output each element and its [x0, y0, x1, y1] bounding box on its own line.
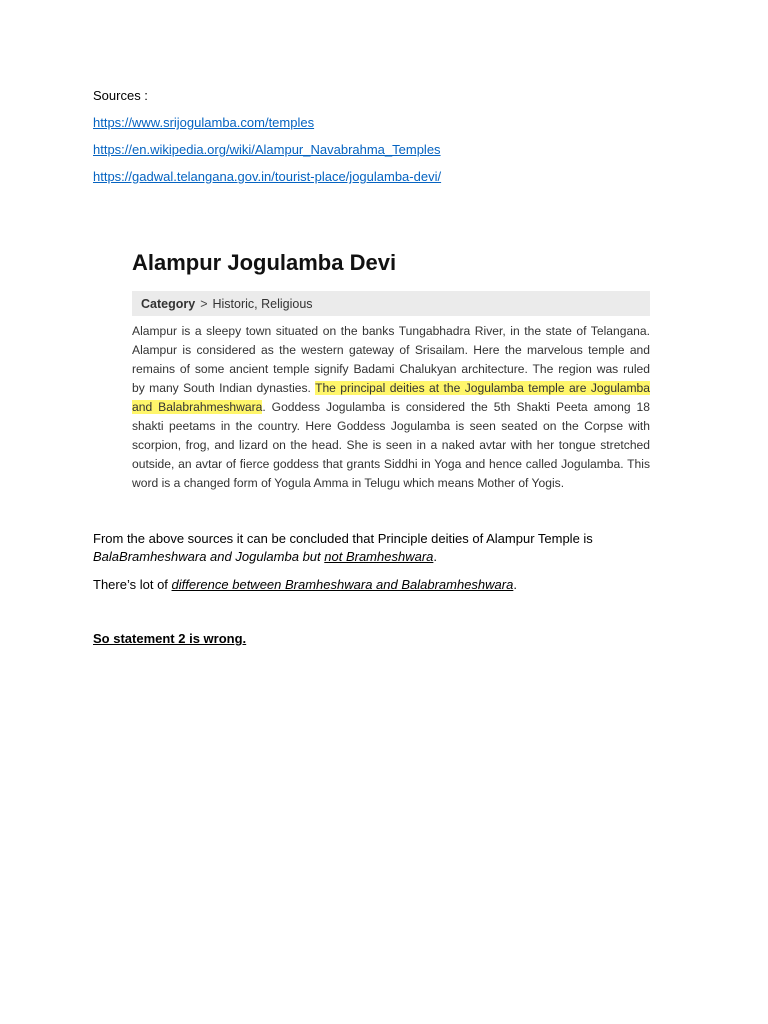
- conclusion-underline: difference between Bramheshwara and Balabramheshwara: [171, 577, 514, 592]
- article-line-text: Alampur is a sleepy town situated on the banks Tungabhadra River, in the state of Telangana.: [132, 324, 650, 338]
- category-label: Category: [141, 296, 196, 311]
- conclusion-paragraph-2: [93, 576, 693, 594]
- conclusion-text: There’s lot of: [93, 577, 172, 592]
- conclusion-period: .: [433, 549, 438, 564]
- conclusion-text: From the above sources it can be concluded that Principle deities of Alampur Temple is: [93, 531, 593, 546]
- article-line-text: Alampur is considered as the western gateway of Srisailam. Here the marvelous temple and: [132, 343, 650, 357]
- article-line-text: remains of some ancient temple signify Badami Chalukyan architecture. The region was ruled: [132, 362, 650, 376]
- conclusion-paragraph-1: [93, 530, 693, 566]
- category-value: Historic, Religious: [212, 296, 313, 311]
- conclusion-period: .: [513, 577, 517, 592]
- article-line: [132, 398, 650, 417]
- article-line-text: . Goddess Jogulamba is considered the 5th Shakti Peeta among 18: [262, 400, 650, 414]
- article-body: [132, 322, 650, 493]
- verdict-statement: So statement 2 is wrong.: [93, 631, 247, 646]
- article-line: [132, 474, 650, 493]
- article-line-text: scorpion, frog, and lizard on the head. She is seen in a naked avtar with her tongue stretched: [132, 438, 650, 452]
- article-line-text: shakti peetams in the country. Here Goddess Jogulamba is seen seated on the Corpse with: [132, 419, 650, 433]
- source-link-text[interactable]: https://gadwal.telangana.gov.in/tourist-place/jogulamba-devi/: [93, 169, 442, 184]
- article-line-text: outside, an avtar of fierce goddess that grants Siddhi in Yoga and hence called Jogulamba. This: [132, 457, 650, 471]
- conclusion-italic: BalaBramheshwara and Jogulamba but: [93, 549, 325, 564]
- conclusion-underline: not Bramheshwara: [324, 549, 434, 564]
- embedded-article-clipping: [132, 248, 650, 493]
- chevron-right-icon: >: [200, 296, 208, 311]
- source-link-text[interactable]: https://www.srijogulamba.com/temples: [93, 115, 315, 130]
- highlighted-text: and Balabrahmeshwara: [132, 400, 263, 414]
- article-line: [132, 436, 650, 455]
- article-line: [132, 379, 650, 398]
- source-link-srijogulamba[interactable]: [93, 114, 314, 132]
- source-link-gadwal[interactable]: [93, 168, 441, 186]
- conclusion-paragraphs: [93, 530, 693, 648]
- article-line: [132, 322, 650, 341]
- sources-label: Sources :: [93, 88, 148, 103]
- highlighted-text: The principal deities at the Jogulamba temple are Jogulamba: [315, 381, 650, 395]
- article-line: [132, 360, 650, 379]
- article-line-text: word is a changed form of Yogula Amma in Telugu which means Mother of Yogis.: [132, 476, 565, 490]
- source-link-text[interactable]: https://en.wikipedia.org/wiki/Alampur_Navabrahma_Temples: [93, 142, 441, 157]
- article-line: [132, 417, 650, 436]
- category-bar: [132, 291, 650, 316]
- article-line: [132, 455, 650, 474]
- source-link-wikipedia[interactable]: [93, 141, 441, 159]
- article-line-text: by many South Indian dynasties.: [132, 381, 316, 395]
- article-title: Alampur Jogulamba Devi: [132, 250, 397, 275]
- article-line: [132, 341, 650, 360]
